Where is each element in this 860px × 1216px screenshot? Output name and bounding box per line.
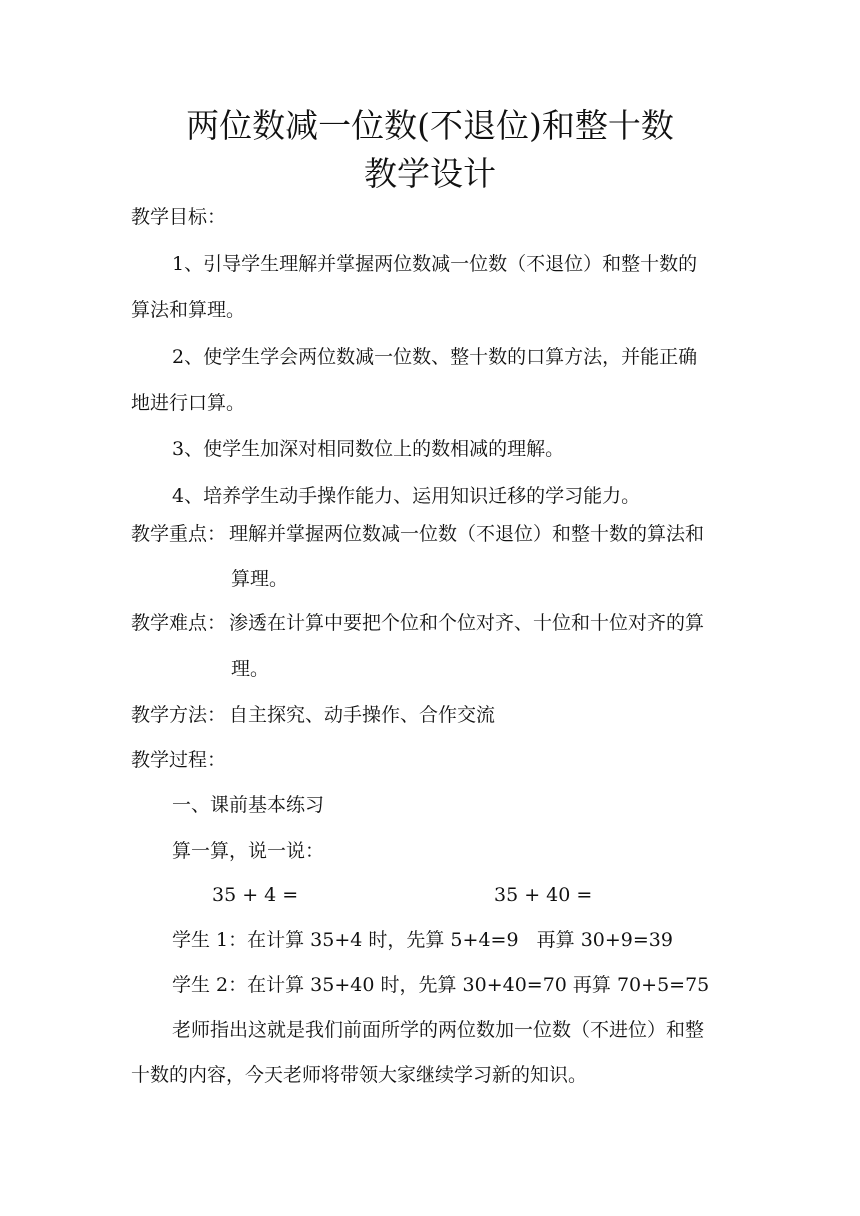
objective-4: 4、培养学生动手操作能力、运用知识迁移的学习能力。 [172,485,641,507]
objective-2-line-1: 2、使学生学会两位数减一位数、整十数的口算方法，并能正确 [172,346,698,368]
objective-1-line-1: 1、引导学生理解并掌握两位数减一位数（不退位）和整十数的 [172,253,698,275]
student-1-answer: 学生 1：在计算 35+4 时，先算 5+4=9 再算 30+9=39 [172,929,673,951]
key-point-text-line-2: 算理。 [231,568,289,590]
difficulty-text-line-1: 渗透在计算中要把个位和个位对齐、十位和十位对齐的算 [229,612,705,634]
method-label: 教学方法： [131,704,227,726]
title-line-2: 教学设计 [364,154,496,193]
exercise-prompt: 算一算，说一说： [172,840,325,862]
exercise-1: 35 + 4 = [212,884,299,906]
title-line-1: 两位数减一位数(不退位)和整十数 [186,106,674,145]
difficulty-text-line-2: 理。 [231,658,270,680]
objective-3: 3、使学生加深对相同数位上的数相减的理解。 [172,438,565,460]
teacher-remark-line-2: 十数的内容，今天老师将带领大家继续学习新的知识。 [131,1064,588,1086]
objective-1-line-2: 算法和算理。 [131,299,246,321]
objective-2-line-2: 地进行口算。 [131,392,246,414]
section-1-heading: 一、课前基本练习 [172,794,325,816]
student-2-answer: 学生 2：在计算 35+40 时，先算 30+40=70 再算 70+5=75 [172,974,710,996]
objectives-heading: 教学目标： [131,206,227,228]
method-text: 自主探究、动手操作、合作交流 [229,704,496,726]
difficulty-label: 教学难点： [131,612,227,634]
key-point-text-line-1: 理解并掌握两位数减一位数（不退位）和整十数的算法和 [229,523,705,545]
teacher-remark-line-1: 老师指出这就是我们前面所学的两位数加一位数（不进位）和整 [172,1019,705,1041]
key-point-label: 教学重点： [131,523,227,545]
exercise-2: 35 + 40 = [494,884,593,906]
process-heading: 教学过程： [131,749,227,771]
